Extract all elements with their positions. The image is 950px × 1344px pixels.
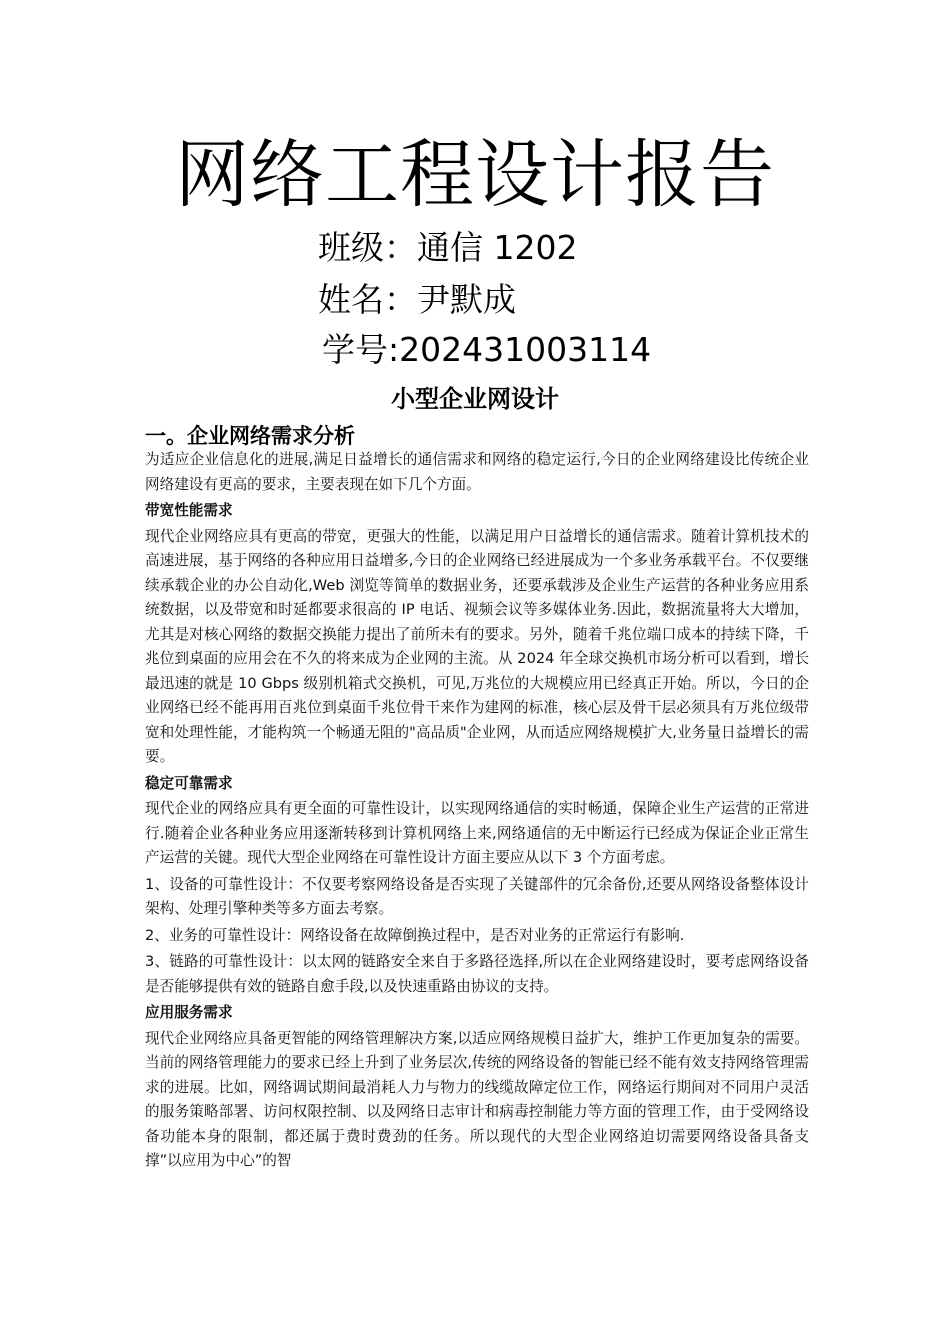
service-heading: 应用服务需求 xyxy=(145,1004,233,1021)
name-line: 姓名：尹默成 xyxy=(318,280,516,319)
reliability-paragraph: 现代企业的网络应具有更全面的可靠性设计，以实现网络通信的实时畅通，保障企业生产运营的正常进行.随着企业各种业务应用逐渐转移到计算机网络上来,网络通信的无中断运行已经成为保证企业正常生产运营的关键。现代大型企业网络在可靠性设计方面主要应从以下 3 个方面考虑。 xyxy=(145,800,809,866)
section-heading-requirements: 一。企业网络需求分析 xyxy=(145,424,355,448)
service-paragraph: 现代企业网络应具备更智能的网络管理解决方案,以适应网络规模日益扩大，维护工作更加复杂的需要。当前的网络管理能力的要求已经上升到了业务层次,传统的网络设备的智能已经不能有效支持网络管理需求的进展。比如，网络调试期间最消耗人力与物力的线缆故障定位工作，网络运行期间对不同用户灵活的服务策略部署、访问权限控制、以及网络日志审计和病毒控制能力等方面的管理工作，由于受网络设备功能本身的限制，都还属于费时费劲的任务。所以现代的大型企业网络迫切需要网络设备具备支撑”以应用为中心”的智 xyxy=(145,1029,809,1169)
document-body xyxy=(145,448,809,1176)
reliability-item-1: 1、设备的可靠性设计：不仅要考察网络设备是否实现了关键部件的冗余备份,还要从网络设备整体设计架构、处理引擎种类等多方面去考察。 xyxy=(145,875,809,917)
bandwidth-heading: 带宽性能需求 xyxy=(145,502,233,519)
student-id-line: 学号:202431003114 xyxy=(322,330,652,369)
reliability-item-2: 2、业务的可靠性设计：网络设备在故障倒换过程中，是否对业务的正常运行有影响. xyxy=(145,926,685,944)
report-subtitle: 小型企业网设计 xyxy=(391,385,559,413)
reliability-heading: 稳定可靠需求 xyxy=(145,774,233,792)
intro-paragraph: 为适应企业信息化的进展,满足日益增长的通信需求和网络的稳定运行,今日的企业网络建设比传统企业网络建设有更高的要求，主要表现在如下几个方面。 xyxy=(145,451,809,493)
class-line: 班级：通信 1202 xyxy=(318,228,578,267)
reliability-item-3: 3、链路的可靠性设计：以太网的链路安全来自于多路径选择,所以在企业网络建设时，要考虑网络设备是否能够提供有效的链路自愈手段,以及快速重路由协议的支持。 xyxy=(145,953,809,995)
report-title: 网络工程设计报告 xyxy=(175,132,775,218)
bandwidth-paragraph: 现代企业网络应具有更高的带宽，更强大的性能，以满足用户日益增长的通信需求。随着计算机技术的高速进展，基于网络的各种应用日益增多,今日的企业网络已经进展成为一个多业务承载平台。不仅要继续承载企业的办公自动化,Web 浏览等简单的数据业务，还要承载涉及企业生产运营的各种业务应用系统数据，以及带宽和时延都要求很高的 IP 电话、视频会议等多媒体业务.因此，数据流量将大大增加，尤其是对核心网络的数据交换能力提出了前所未有的要求。另外，随着千兆位端口成本的持续下降，千兆位到桌面的应用会在不久的将来成为企业网的主流。从 2024 年全球交换机市场分析可以看到，增长最迅速的就是 10 Gbps 级别机箱式交换机，可见,万兆位的大规模应用已经真正开始。所以，今日的企业网络已经不能再用百兆位到桌面千兆位骨干来作为建网的标准，核心层及骨干层必须具有万兆位级带宽和处理性能，才能构筑一个畅通无阻的"高品质"企业网，从而适应网络规模扩大,业务量日益增长的需要。 xyxy=(145,527,809,765)
